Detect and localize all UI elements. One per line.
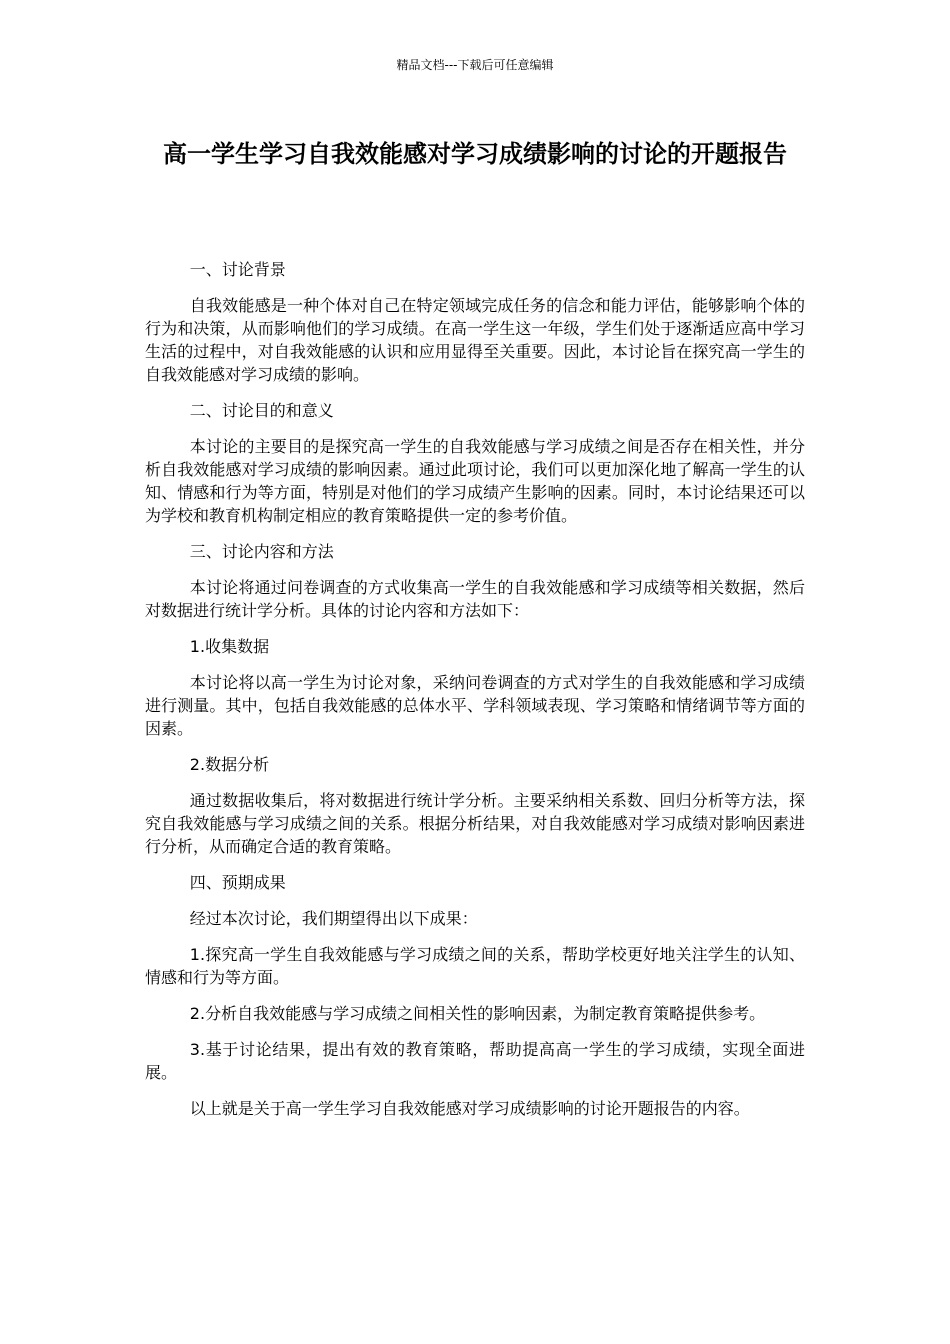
section-heading-methods: 三、讨论内容和方法 — [189, 542, 334, 561]
paragraph-methods-intro: 本讨论将通过问卷调查的方式收集高一学生的自我效能感和学习成绩等相关数据，然后对数据进行统计学分析。具体的讨论内容和方法如下： — [145, 578, 805, 620]
section-heading-outcomes: 四、预期成果 — [189, 873, 286, 892]
paragraph-outcomes-intro: 经过本次讨论，我们期望得出以下成果： — [189, 909, 478, 928]
paragraph-data-collection: 本讨论将以高一学生为讨论对象，采纳问卷调查的方式对学生的自我效能感和学习成绩进行测量。其中，包括自我效能感的总体水平、学科领域表现、学习策略和情绪调节等方面的因素。 — [145, 673, 805, 738]
paragraph-purpose: 本讨论的主要目的是探究高一学生的自我效能感与学习成绩之间是否存在相关性，并分析自我效能感对学习成绩的影响因素。通过此项讨论，我们可以更加深化地了解高一学生的认知、情感和行为等方面，特别是对他们的学习成绩产生影响的因素。同时，本讨论结果还可以为学校和教育机构制定相应的教育策略提供一定的参考价值。 — [145, 437, 805, 525]
outcome-item-3: 3.基于讨论结果，提出有效的教育策略，帮助提高高一学生的学习成绩，实现全面进展。 — [145, 1040, 805, 1082]
section-heading-purpose: 二、讨论目的和意义 — [189, 401, 334, 420]
header-note: 精品文档---下载后可任意编辑 — [396, 58, 554, 72]
subheading-data-analysis: 2.数据分析 — [189, 755, 270, 774]
outcome-item-1: 1.探究高一学生自我效能感与学习成绩之间的关系，帮助学校更好地关注学生的认知、情感和行为等方面。 — [145, 945, 805, 987]
section-heading-background: 一、讨论背景 — [189, 260, 286, 279]
paragraph-data-analysis: 通过数据收集后，将对数据进行统计学分析。主要采纳相关系数、回归分析等方法，探究自我效能感与学习成绩之间的关系。根据分析结果，对自我效能感对学习成绩对影响因素进行分析，从而确定合适的教育策略。 — [145, 791, 805, 856]
document-body — [145, 258, 805, 1133]
paragraph-conclusion: 以上就是关于高一学生学习自我效能感对学习成绩影响的讨论开题报告的内容。 — [189, 1099, 750, 1118]
outcome-item-2: 2.分析自我效能感与学习成绩之间相关性的影响因素，为制定教育策略提供参考。 — [189, 1004, 766, 1023]
subheading-data-collection: 1.收集数据 — [189, 637, 270, 656]
paragraph-background: 自我效能感是一种个体对自己在特定领域完成任务的信念和能力评估，能够影响个体的行为和决策，从而影响他们的学习成绩。在高一学生这一年级，学生们处于逐渐适应高中学习生活的过程中，对自我效能感的认识和应用显得至关重要。因此，本讨论旨在探究高一学生的自我效能感对学习成绩的影响。 — [145, 296, 805, 384]
document-title: 高一学生学习自我效能感对学习成绩影响的讨论的开题报告 — [163, 140, 787, 168]
